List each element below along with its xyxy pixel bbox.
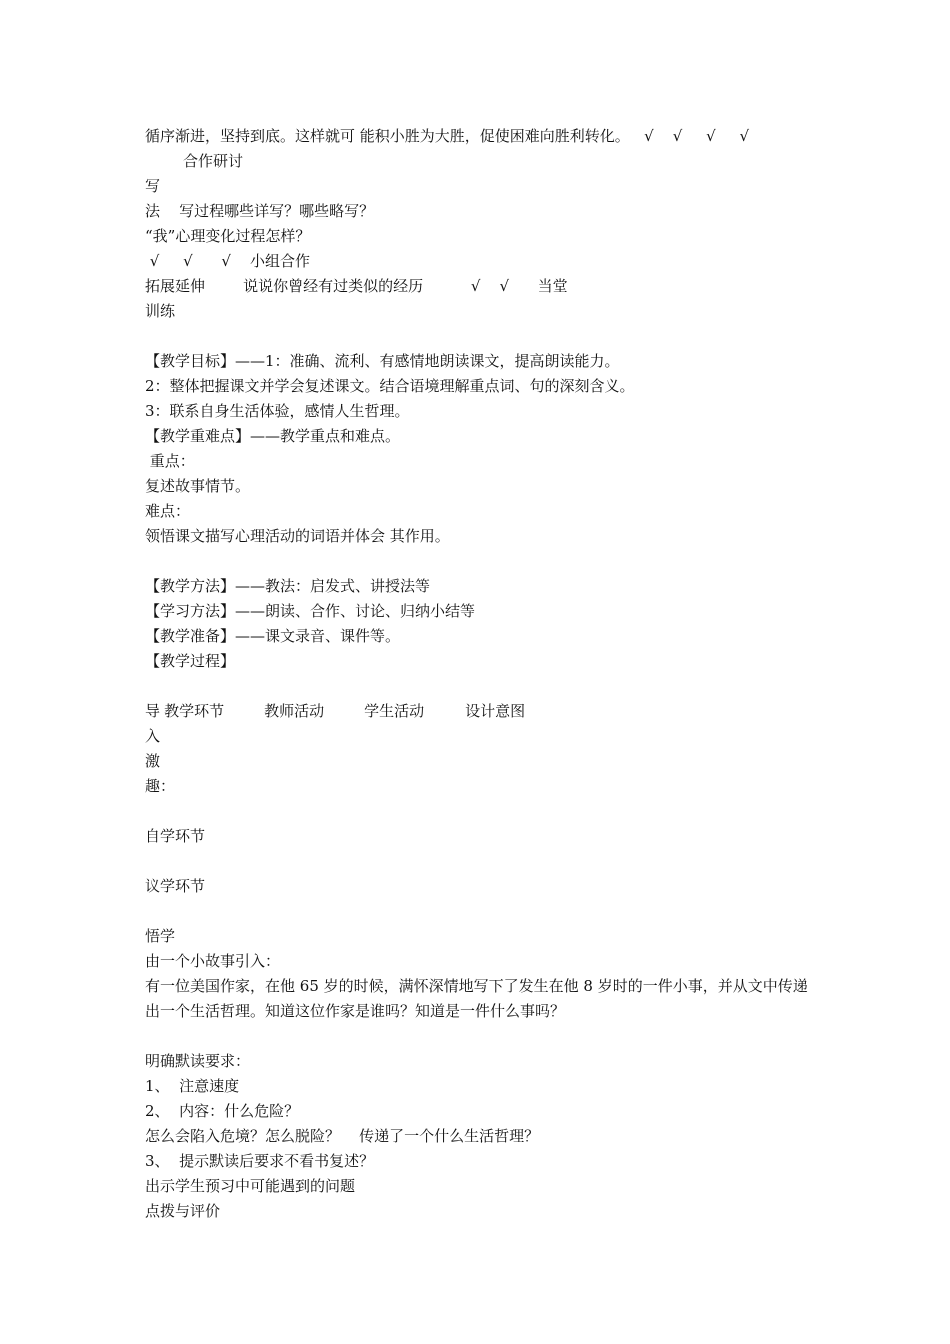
text-line: 议学环节 [145,877,206,895]
text-line: 由一个小故事引入： [145,952,281,970]
header-cell: 设计意图 [465,702,526,720]
text-line: 拓展延伸 说说你曾经有过类似的经历 √ √ 当堂 [145,277,568,295]
text-line: 重点： [145,452,195,470]
text-line: 自学环节 [145,827,206,845]
document-page [145,124,825,1224]
blank-line [145,799,825,824]
text-line: 训练 [145,302,176,320]
blank-line [145,899,825,924]
process-table-header [145,674,825,720]
teaching-goal-heading: 【教学目标】——1：准确、流利、有感情地朗读课文，提高朗读能力。 [145,352,620,370]
text-line: 入 [145,727,161,745]
text-line: 难点： [145,502,191,520]
teaching-process-heading: 【教学过程】 [145,652,236,670]
text-line: 点拨与评价 [145,1202,221,1220]
text-line: 复述故事情节。 [145,477,251,495]
text-line: 循序渐进，坚持到底。这样就可 能积小胜为大胜，促使困难向胜利转化。 √ √ √ √ [145,127,750,145]
list-item: 2、 内容：什么危险？ [145,1102,300,1120]
text-line: √ √ √ 小组合作 [145,252,310,270]
text-line: 明确默读要求： [145,1052,251,1070]
text-line: 写 [145,177,161,195]
key-points-heading: 【教学重难点】——教学重点和难点。 [145,427,401,445]
blank-line [145,324,825,349]
text-line: 怎么会陷入危境？怎么脱险？ 传递了一个什么生活哲理？ [145,1127,540,1145]
text-line: 激 [145,752,161,770]
learning-method-heading: 【学习方法】——朗读、合作、讨论、归纳小结等 [145,602,476,620]
blank-line [145,549,825,574]
text-line: 3：联系自身生活体验，感情人生哲理。 [145,402,410,420]
header-cell: 教师活动 [264,702,325,720]
list-item: 1、 注意速度 [145,1077,240,1095]
text-line: 2：整体把握课文并学会复述课文。结合语境理解重点词、句的深刻含义。 [145,377,635,395]
header-cell: 教学环节 [164,702,225,720]
text-line: 悟学 [145,927,176,945]
blank-line [145,849,825,874]
text-line: 趣： [145,777,176,795]
text-line: 出示学生预习中可能遇到的问题 [145,1177,356,1195]
text-line: 导 [145,702,161,720]
teaching-prep-heading: 【教学准备】——课文录音、课件等。 [145,627,401,645]
header-cell: 学生活动 [364,702,425,720]
teaching-method-heading: 【教学方法】——教法：启发式、讲授法等 [145,577,431,595]
text-line: “我”心理变化过程怎样？ [145,227,311,245]
text-line: 领悟课文描写心理活动的词语并体会 其作用。 [145,527,450,545]
paragraph: 有一位美国作家，在他 65 岁的时候，满怀深情地写下了发生在他 8 岁时的一件小事，并从文中传递出一个生活哲理。知道这位作家是谁吗？知道是一件什么事吗？ [145,977,808,1020]
blank-line [145,1024,825,1049]
text-line: 合作研讨 [183,152,244,170]
text-line: 法 写过程哪些详写？哪些略写？ [145,202,375,220]
list-item: 3、 提示默读后要求不看书复述？ [145,1152,375,1170]
